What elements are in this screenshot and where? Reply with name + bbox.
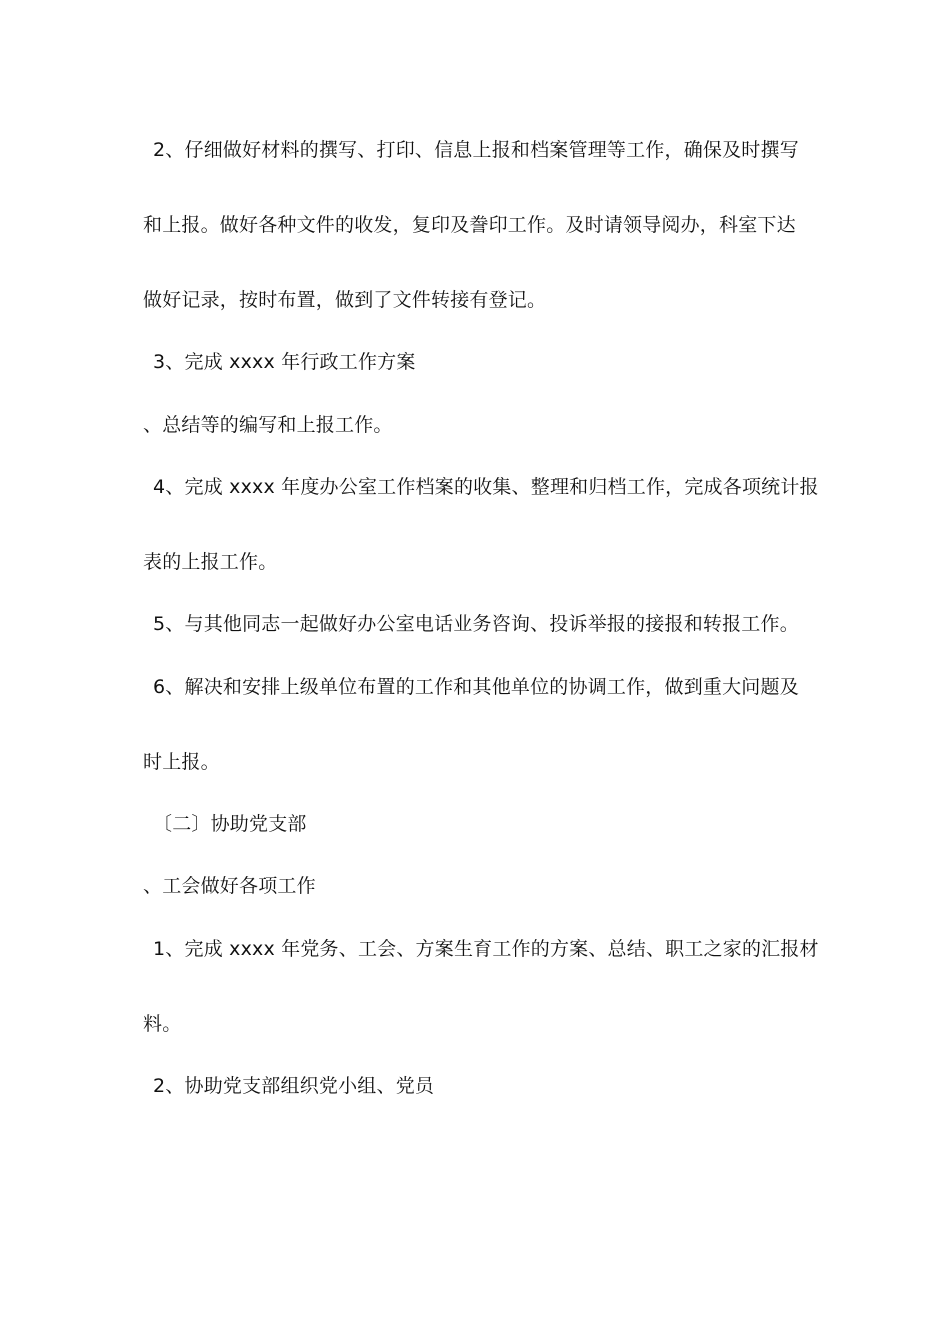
paragraph-sub-1-line-1: 1、完成 xxxx 年党务、工会、方案生育工作的方案、总结、职工之家的汇报材 — [153, 938, 819, 960]
paragraph-item-4-line-2: 表的上报工作。 — [143, 551, 278, 573]
paragraph-item-2-line-1: 2、仔细做好材料的撰写、打印、信息上报和档案管理等工作，确保及时撰写 — [153, 139, 799, 161]
section-heading-2-line-2: 、工会做好各项工作 — [143, 875, 316, 897]
paragraph-sub-2-line-1: 2、协助党支部组织党小组、党员 — [153, 1075, 435, 1097]
paragraph-sub-1-line-2: 料。 — [143, 1013, 182, 1035]
paragraph-item-5: 5、与其他同志一起做好办公室电话业务咨询、投诉举报的接报和转报工作。 — [153, 613, 799, 635]
paragraph-item-4-line-1: 4、完成 xxxx 年度办公室工作档案的收集、整理和归档工作，完成各项统计报 — [153, 476, 819, 498]
paragraph-item-2-line-2: 和上报。做好各种文件的收发，复印及誊印工作。及时请领导阅办，科室下达 — [143, 214, 796, 236]
paragraph-item-3-line-2: 、总结等的编写和上报工作。 — [143, 414, 393, 436]
paragraph-item-6-line-1: 6、解决和安排上级单位布置的工作和其他单位的协调工作，做到重大问题及 — [153, 676, 799, 698]
paragraph-item-2-line-3: 做好记录，按时布置，做到了文件转接有登记。 — [143, 289, 547, 311]
section-heading-2-line-1: 〔二〕协助党支部 — [153, 813, 307, 835]
paragraph-item-3-line-1: 3、完成 xxxx 年行政工作方案 — [153, 351, 416, 373]
paragraph-item-6-line-2: 时上报。 — [143, 751, 220, 773]
